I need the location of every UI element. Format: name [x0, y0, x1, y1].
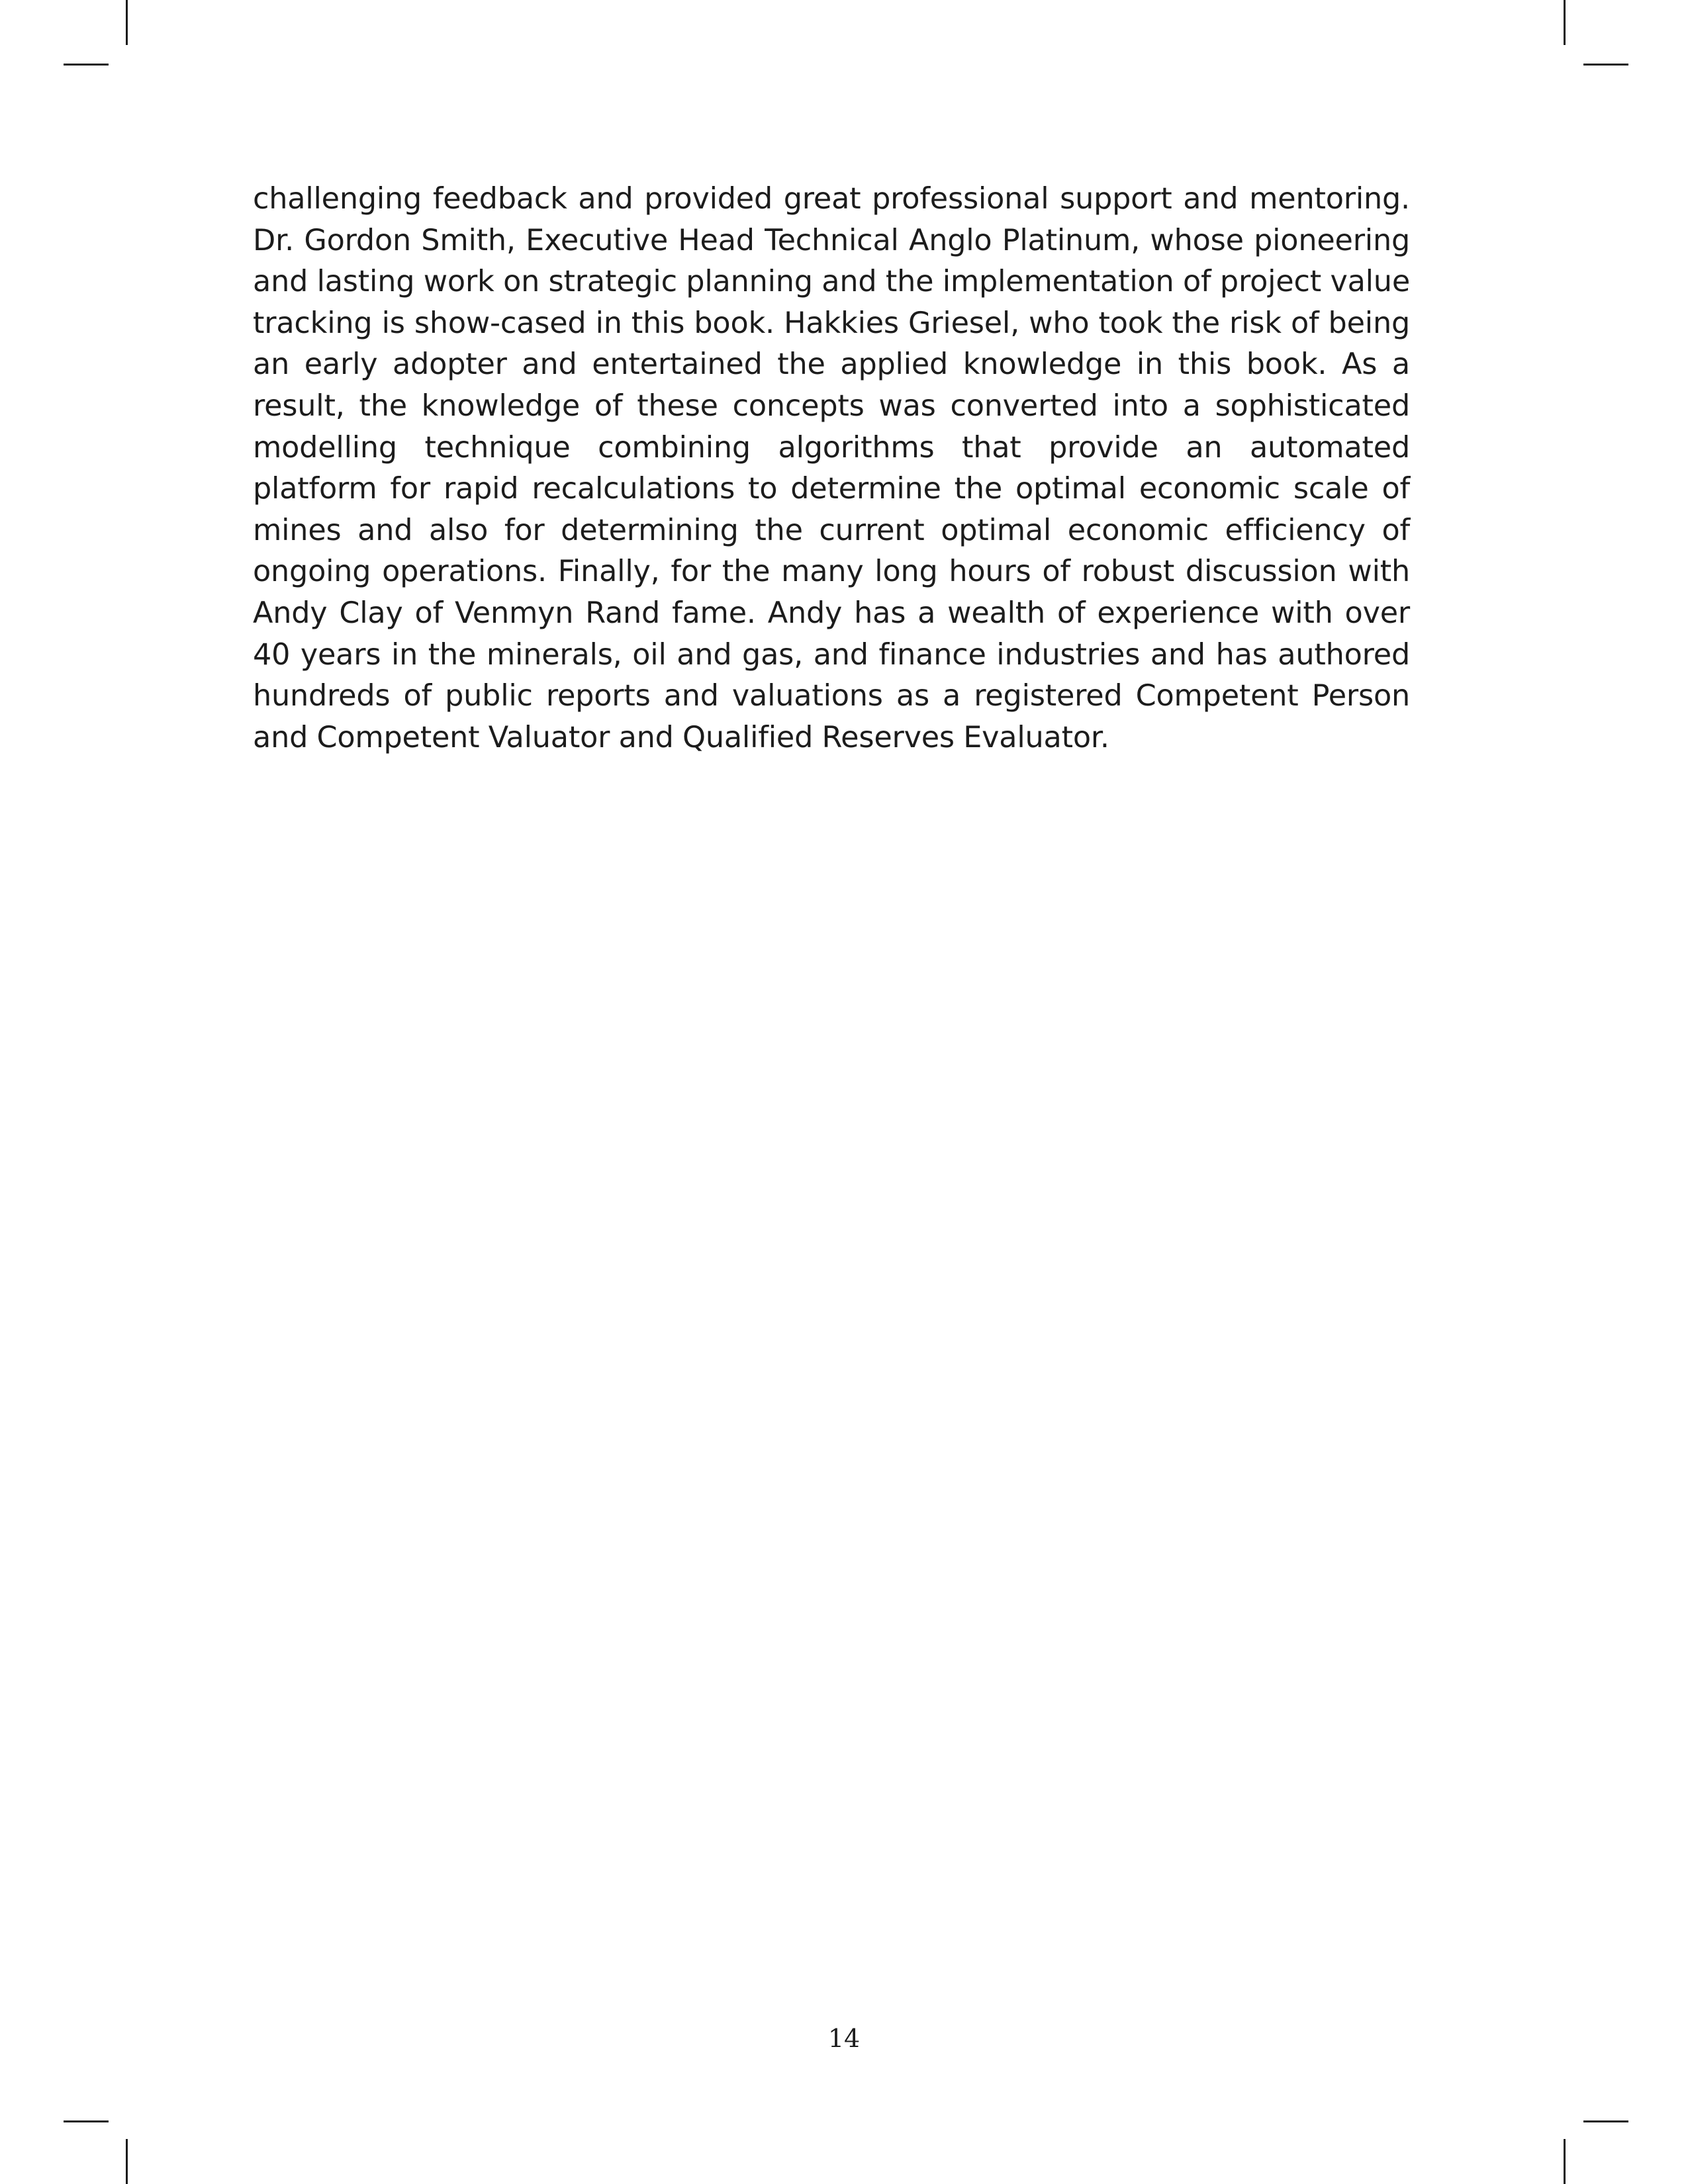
crop-mark-top-left-vertical: [126, 0, 128, 45]
crop-mark-top-right-vertical: [1564, 0, 1566, 45]
crop-mark-bottom-right-vertical: [1564, 2139, 1566, 2184]
crop-mark-top-left-horizontal: [64, 64, 109, 66]
body-paragraph: challenging feedback and provided great professional support and mentoring. Dr. Gordon Smith, Executive Head Technical Anglo Platinum, whose pioneering and lasting work on strategic planning and the implementation of project value tracking is show-cased in this book. Hakkies Griesel, who took the risk of being an early adopter and entertained the applied knowledge in this book. As a result, the knowledge of these concepts was converted into a sophisticated modelling technique combining algorithms that provide an automated platform for rapid recalculations to determine the optimal economic scale of mines and also for determining the current optimal economic efficiency of ongoing operations. Finally, for the many long hours of robust discussion with Andy Clay of Venmyn Rand fame. Andy has a wealth of experience with over 40 years in the minerals, oil and gas, and finance industries and has authored hundreds of public reports and valuations as a registered Competent Person and Competent Valuator and Qualified Reserves Evaluator.: [253, 182, 1410, 754]
crop-mark-bottom-left-horizontal: [64, 2120, 109, 2122]
page-number: 14: [827, 2024, 861, 2053]
crop-mark-top-right-horizontal: [1583, 64, 1628, 66]
crop-mark-bottom-left-vertical: [126, 2139, 128, 2184]
crop-mark-bottom-right-horizontal: [1583, 2120, 1628, 2122]
